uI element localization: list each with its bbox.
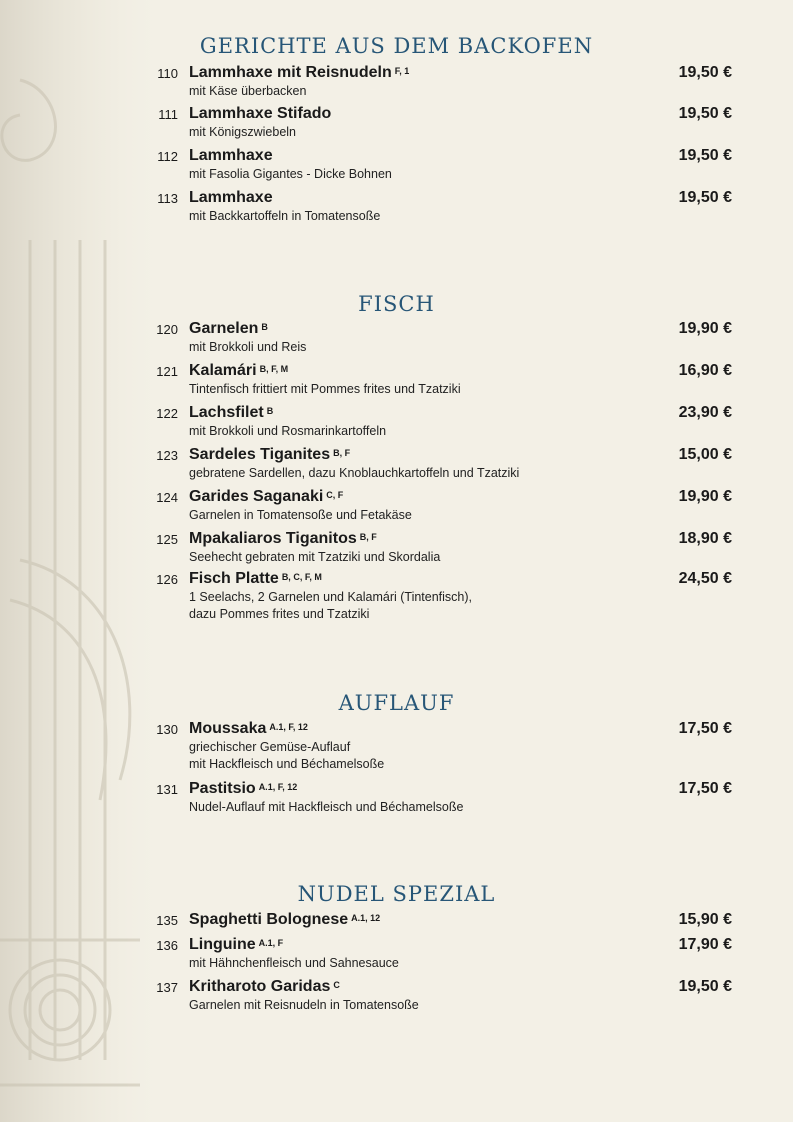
item-price: 19,50 € xyxy=(678,105,732,122)
allergen-codes: B xyxy=(261,322,268,332)
item-name xyxy=(189,935,283,955)
section-title: GERICHTE AUS DEM BACKOFEN xyxy=(199,34,594,58)
allergen-codes: B xyxy=(266,406,274,416)
description-line: mit Hähnchenfleisch und Sahnesauce xyxy=(189,956,399,970)
item-name-text: Garnelen xyxy=(189,320,259,337)
description-line: Seehecht gebraten mit Tzatziki und Skordalia xyxy=(189,550,441,564)
item-number: 125 xyxy=(156,532,178,547)
item-name xyxy=(189,487,343,507)
item-name xyxy=(189,361,288,381)
item-name xyxy=(189,569,322,589)
allergen-codes: C, F xyxy=(326,490,344,500)
item-number: 130 xyxy=(156,722,178,737)
allergen-codes: B, F xyxy=(333,448,351,458)
item-number: 121 xyxy=(156,364,178,379)
description-line: Tintenfisch frittiert mit Pommes frites und Tzatziki xyxy=(189,382,461,396)
item-price: 18,90 € xyxy=(678,530,732,547)
item-name xyxy=(189,910,380,930)
allergen-codes: B, F xyxy=(359,532,377,542)
item-name xyxy=(189,104,331,124)
item-number: 123 xyxy=(156,448,178,463)
description-line: mit Fasolia Gigantes - Dicke Bohnen xyxy=(189,167,392,181)
allergen-codes: B, C, F, M xyxy=(281,572,322,582)
description-line: gebratene Sardellen, dazu Knoblauchkartoffeln und Tzatziki xyxy=(189,466,520,480)
description-line: Nudel-Auflauf mit Hackfleisch und Béchamelsoße xyxy=(189,800,464,814)
item-name xyxy=(189,977,340,997)
allergen-codes: B, F, M xyxy=(259,364,289,374)
description-line: Garnelen mit Reisnudeln in Tomatensoße xyxy=(189,998,419,1012)
item-description xyxy=(189,423,386,440)
item-name-text: Lammhaxe xyxy=(189,189,273,206)
item-number: 122 xyxy=(156,406,178,421)
item-name-text: Pastitsio xyxy=(189,780,256,797)
item-number: 124 xyxy=(156,490,178,505)
item-description xyxy=(189,208,380,225)
item-name-text: Kritharoto Garidas xyxy=(189,978,331,995)
item-number: 137 xyxy=(156,980,178,995)
item-price: 19,90 € xyxy=(678,320,732,337)
description-line: mit Hackfleisch und Béchamelsoße xyxy=(189,757,385,771)
description-line: mit Brokkoli und Reis xyxy=(189,340,307,354)
item-description xyxy=(189,955,399,972)
item-description xyxy=(189,549,440,566)
item-name xyxy=(189,146,273,166)
item-name-text: Lammhaxe mit Reisnudeln xyxy=(189,64,392,81)
item-name-text: Linguine xyxy=(189,936,256,953)
item-name xyxy=(189,319,268,339)
item-name-text: Sardeles Tiganites xyxy=(189,446,331,463)
allergen-codes: A.1, F, 12 xyxy=(269,722,308,732)
item-name xyxy=(189,188,273,208)
item-number: 131 xyxy=(156,782,178,797)
item-price: 17,50 € xyxy=(678,780,732,797)
item-description xyxy=(189,339,306,356)
item-description xyxy=(189,83,306,100)
item-number: 135 xyxy=(156,913,178,928)
item-price: 15,00 € xyxy=(678,446,732,463)
item-name xyxy=(189,719,308,739)
item-price: 15,90 € xyxy=(678,911,732,928)
allergen-codes: F, 1 xyxy=(394,66,410,76)
item-name xyxy=(189,403,273,423)
item-number: 113 xyxy=(157,191,178,206)
description-line: mit Käse überbacken xyxy=(189,84,307,98)
item-name-text: Kalamári xyxy=(189,362,257,379)
item-number: 120 xyxy=(156,322,178,337)
description-line: griechischer Gemüse-Auflauf xyxy=(189,740,351,754)
description-line: Garnelen in Tomatensoße und Fetakäse xyxy=(189,508,412,522)
description-line: mit Backkartoffeln in Tomatensoße xyxy=(189,209,381,223)
item-name-text: Lammhaxe xyxy=(189,147,273,164)
item-price: 23,90 € xyxy=(678,404,732,421)
item-description xyxy=(189,381,461,398)
section-title: NUDEL SPEZIAL xyxy=(297,882,496,906)
item-description xyxy=(189,507,412,524)
item-price: 17,50 € xyxy=(678,720,732,737)
item-price: 19,50 € xyxy=(678,147,732,164)
item-number: 112 xyxy=(157,149,178,164)
description-line: mit Königszwiebeln xyxy=(189,125,296,139)
section-title: FISCH xyxy=(358,292,435,316)
item-number: 111 xyxy=(158,107,178,122)
item-price: 17,90 € xyxy=(678,936,732,953)
item-name-text: Mpakaliaros Tiganitos xyxy=(189,530,357,547)
item-name xyxy=(189,63,409,83)
item-number: 136 xyxy=(156,938,178,953)
item-description xyxy=(189,739,384,773)
item-name-text: Lammhaxe Stifado xyxy=(189,105,332,122)
item-name-text: Lachsfilet xyxy=(189,404,264,421)
item-number: 126 xyxy=(156,572,178,587)
item-price: 19,50 € xyxy=(678,978,732,995)
item-name-text: Spaghetti Bolognese xyxy=(189,911,349,928)
allergen-codes: A.1, 12 xyxy=(351,913,381,923)
item-name xyxy=(189,445,350,465)
description-line: mit Brokkoli und Rosmarinkartoffeln xyxy=(189,424,387,438)
description-line: dazu Pommes frites und Tzatziki xyxy=(189,607,370,621)
item-name xyxy=(189,779,297,799)
item-description xyxy=(189,465,519,482)
item-name xyxy=(189,529,377,549)
item-description xyxy=(189,799,463,816)
item-description xyxy=(189,589,472,623)
item-name-text: Garides Saganaki xyxy=(189,488,324,505)
item-name-text: Fisch Platte xyxy=(189,570,279,587)
section-title: AUFLAUF xyxy=(338,691,455,715)
item-price: 19,50 € xyxy=(678,64,732,81)
item-description xyxy=(189,997,419,1014)
item-price: 24,50 € xyxy=(678,570,732,587)
description-line: 1 Seelachs, 2 Garnelen und Kalamári (Tintenfisch), xyxy=(189,590,473,604)
allergen-codes: A.1, F, 12 xyxy=(258,782,298,792)
item-description xyxy=(189,166,392,183)
item-price: 16,90 € xyxy=(678,362,732,379)
item-number: 110 xyxy=(157,66,178,81)
item-name-text: Moussaka xyxy=(189,720,267,737)
allergen-codes: A.1, F xyxy=(258,938,284,948)
item-price: 19,90 € xyxy=(678,488,732,505)
allergen-codes: C xyxy=(333,980,340,990)
item-price: 19,50 € xyxy=(678,189,732,206)
item-description xyxy=(189,124,296,141)
